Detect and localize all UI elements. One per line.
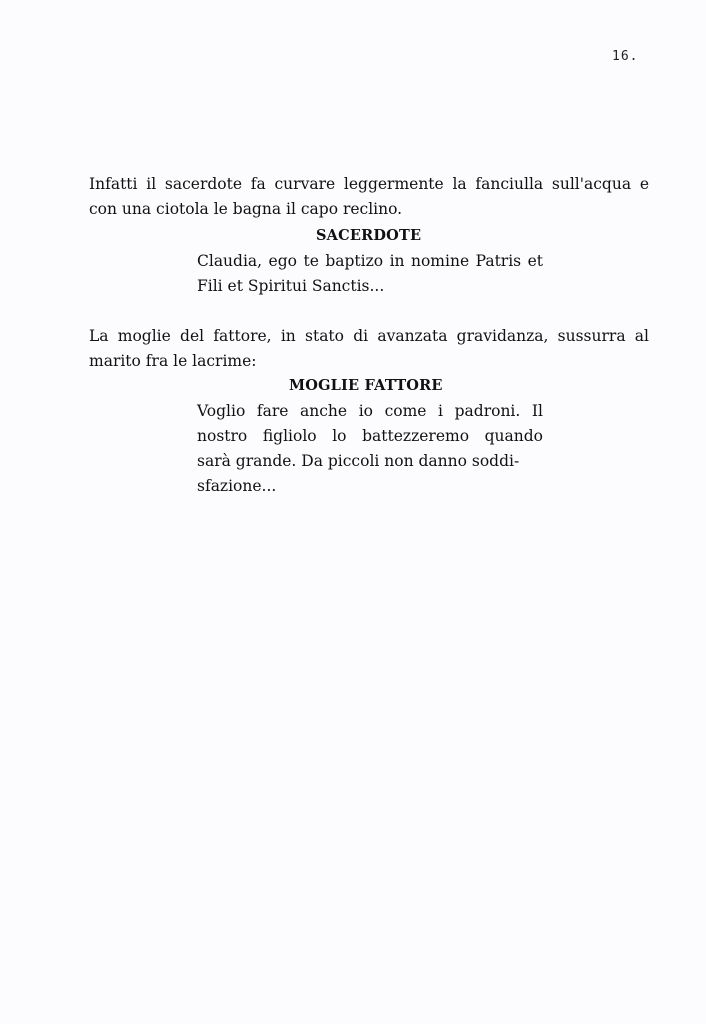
dialogue-moglie-fattore: [197, 399, 543, 499]
dialogue-moglie-fattore-line-1: Voglio fare anche io come i padroni. Il: [197, 402, 543, 420]
dialogue-moglie-fattore-line-4: sfazione...: [197, 477, 277, 495]
dialogue-sacerdote-line-2: Fili et Spiritui Sanctis...: [197, 277, 385, 295]
page-number: 16.: [612, 49, 639, 64]
stage-direction-1: [89, 172, 649, 222]
stage-direction-2-line-2: marito fra le lacrime:: [89, 352, 257, 370]
stage-direction-1-line-1: Infatti il sacerdote fa curvare leggermente la fanciulla sull'acqua e: [89, 175, 649, 193]
dialogue-sacerdote: [197, 249, 543, 299]
speaker-sacerdote: SACERDOTE: [316, 227, 422, 244]
stage-direction-2-line-1: La moglie del fattore, in stato di avanzata gravidanza, sussurra al: [89, 327, 649, 345]
stage-direction-1-line-2: con una ciotola le bagna il capo reclino.: [89, 200, 403, 218]
dialogue-moglie-fattore-line-2: nostro figliolo lo battezzeremo quando: [197, 427, 543, 445]
dialogue-moglie-fattore-line-3: sarà grande. Da piccoli non danno soddi-: [197, 452, 520, 470]
stage-direction-2: [89, 324, 649, 374]
dialogue-sacerdote-line-1: Claudia, ego te baptizo in nomine Patris et: [197, 252, 543, 270]
speaker-moglie-fattore: MOGLIE FATTORE: [289, 377, 443, 394]
